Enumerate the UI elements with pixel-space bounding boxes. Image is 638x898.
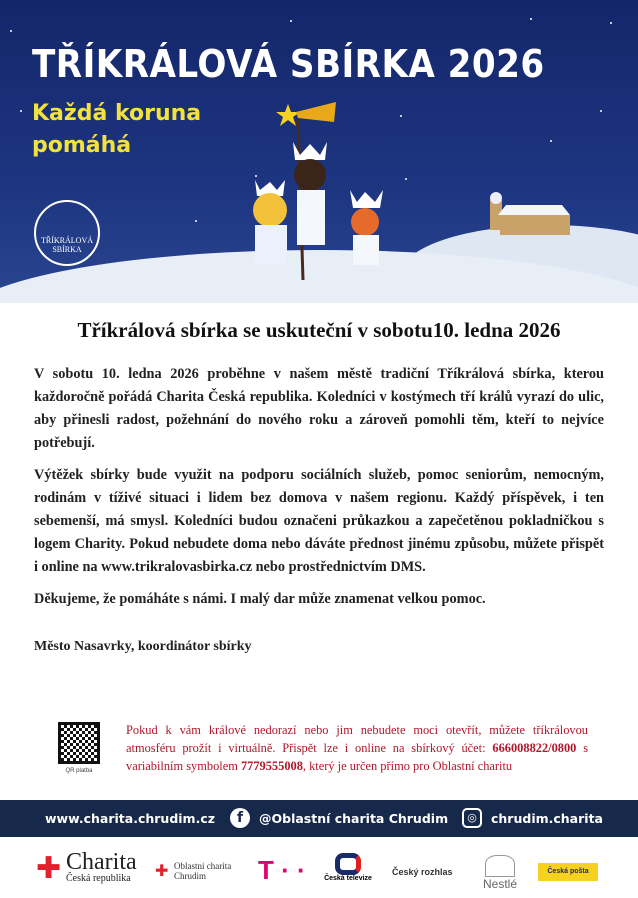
signature: Město Nasavrky, koordinátor sbírky: [34, 639, 252, 654]
logo-text: TŘÍKRÁLOVÁ SBÍRKA: [41, 236, 93, 254]
paragraph: Děkujeme, že pomáháte s námi. I malý dar může znamenat velkou pomoc.: [34, 591, 486, 607]
note-text: Pokud k vám králové nedorazí nebo jim nebudete moci otevřít, můžete tříkrálovou atmosféru prožít i virtuálně. Přispět lze i online na sbírkový účet:: [126, 723, 588, 755]
ct-icon: [335, 853, 361, 875]
header-banner: [0, 0, 638, 303]
partner-logos: [0, 845, 638, 895]
oblastni-charita-logo: Oblastní charita Chrudim: [174, 861, 232, 881]
charita-cross-icon: ✚: [155, 863, 169, 880]
paragraph: Výtěžek sbírky bude využit na podporu sociálních služeb, pomoc seniorům, nemocným, rodinám v tíživé situaci i lidem bez domova v našem regionu. Každý příspěvek, i ten sebemenší, má smysl. Koledníci budou označeni průkazkou a zapečetěnou pokladničkou s logem Charity. Pokud nebudete doma nebo dáváte přednost jinému způsobu, můžete přispět i online na www.trikralovasbirka.cz nebo prostřednictvím DMS.: [34, 467, 604, 575]
three-kings-illustration: [225, 100, 425, 280]
banner-title: TŘÍKRÁLOVÁ SBÍRKA 2026: [32, 42, 545, 86]
nestle-logo: [480, 855, 520, 891]
qr-code[interactable]: [58, 722, 100, 764]
banner-subtitle: Každá koruna pomáhá: [32, 101, 202, 158]
logo-text: Česká televize: [324, 875, 372, 882]
article-body: [34, 363, 604, 611]
qr-label: QR platba: [65, 768, 93, 774]
church-illustration: [470, 190, 590, 240]
ceska-televize-logo: [322, 853, 374, 882]
facebook-icon: f: [230, 808, 250, 828]
cesky-rozhlas-logo: Český rozhlas: [392, 867, 453, 877]
telekom-logo: T · ·: [258, 855, 306, 885]
note-text: s variabilním symbolem: [126, 741, 589, 773]
facebook-link[interactable]: @Oblastní charita Chrudim: [259, 811, 449, 826]
logo-text: Nestlé: [482, 877, 517, 891]
headline: Tříkrálová sbírka se uskuteční v sobotu10. ledna 2026: [77, 318, 561, 342]
instagram-link[interactable]: chrudim.charita: [491, 811, 603, 826]
account-number: 666008822/0800: [492, 741, 577, 755]
logo-subtext: Česká republika: [66, 873, 131, 884]
variable-symbol: 7779555008: [240, 759, 303, 773]
nest-icon: [485, 855, 515, 877]
instagram-icon: ◎: [462, 808, 482, 828]
contact-bar: [0, 800, 638, 837]
charita-cross-icon: ✚: [36, 852, 62, 885]
charita-logo: [66, 851, 137, 885]
logo-text: Charita: [66, 849, 137, 875]
paragraph: V sobotu 10. ledna 2026 proběhne v našem městě tradiční Tříkrálová sbírka, kterou každoročně pořádá Charita Česká republika. Koledníci v kostýmech tří králů vyrazí do ulic, aby přinesli radost, požehnání do nového roku a zároveň pomohli těm, kteří to nejvíce potřebují.: [34, 366, 604, 451]
ceska-posta-logo: Česká pošta: [538, 863, 598, 881]
main-content: [0, 318, 638, 655]
note-text: , který je určen přímo pro Oblastní charitu: [302, 759, 513, 773]
website-link[interactable]: www.charita.chrudim.cz: [45, 811, 216, 826]
donation-note: [126, 721, 588, 775]
trikralova-sbirka-logo: [34, 200, 100, 266]
